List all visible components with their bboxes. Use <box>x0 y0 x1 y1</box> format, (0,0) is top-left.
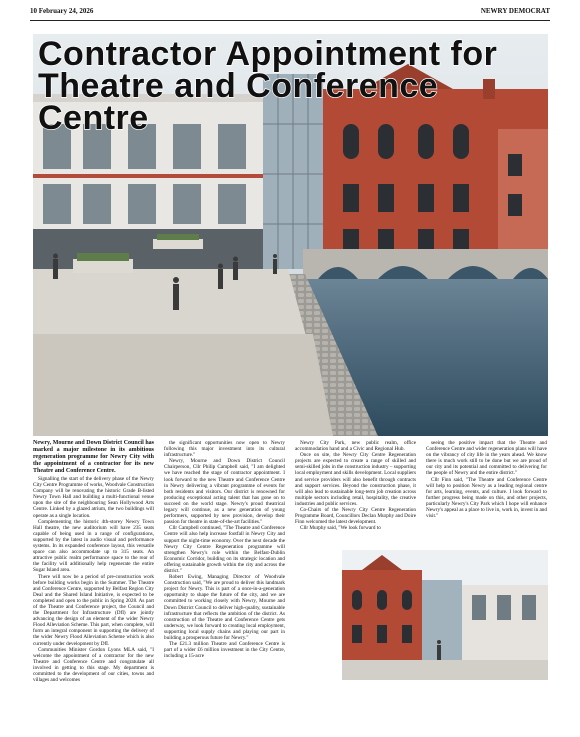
paragraph: The £21.3 million Theatre and Conference Centre is part of a wider £6 million investment in the City Centre, including a 15-acre <box>164 641 285 660</box>
headline: Contractor Appointment for Theatre and Conference Centre <box>38 35 498 137</box>
paragraph: Cllr Campbell continued, "The Theatre and Conference Centre will also help increase footfall in Newry City and support the night-time economy. Over the next decade the Newry City Centre Regeneration programme will strengthen Newry's role within the Belfast-Dublin Economic Corridor, building on its strategic location and offering sustainable growth within the city and across the district." <box>164 525 285 574</box>
paragraph: Once on site, the Newry City Centre Regeneration projects are expected to create a range of skilled and semi-skilled jobs in the construction industry – supporting local employment and skills development. Local suppliers and service providers will also benefit through contracts and support services. Beyond the construction phase, it will also lead to sustainable long-term job creation across multiple sectors including retail, hospitality, the creative industries and public services. <box>295 452 416 507</box>
paragraph: Newry City Park, new public realm, office accommodation hand and a Civic and Regional Hub. <box>295 440 416 453</box>
paragraph: There will now be a period of pre-construction work before building works begin in the Summer. The Theatre and Conference Centre, supported by Belfast Region City Deal and the Shared Island Initiative, is expected to be completed and open to the public in Spring 2028. As part of the Theatre and Conference project, the Council and the Department for Infrastructure (DfI) are jointly advancing the design of an element of the wider Newry Flood Alleviation Scheme. This part, when complete, will form an integral component in supporting the delivery of the wider Newry Flood Alleviation Scheme which is also currently under development by DfI. <box>33 573 154 647</box>
article-column-2 <box>164 440 285 659</box>
article-column-1 <box>33 440 154 683</box>
header-rule <box>30 20 550 21</box>
page-header <box>30 7 550 19</box>
paragraph: Robert Ewing, Managing Director of Woodvale Construction said, "We are proud to deliver this landmark project for Newry. This is part of a once-in-a-generation opportunity to shape the future of the city, and we are committed to working closely with Newry, Mourne and Down District Council to deliver high-quality, sustainable infrastructure that reflects the ambition of the district. As construction of the Theatre and Conference Centre gets underway, we look forward to creating local employment, supporting local supply chains and playing our part in building a prosperous future for Newry." <box>164 574 285 641</box>
paragraph: seeing the positive impact that the Theatre and Conference Centre and wider regeneration plans will have on the vibrancy of city life in the years ahead. We know there is much work still to be done but we are proud of our city and its potential and committed to delivering for the people of Newry and the entire district." <box>426 440 547 477</box>
article-column-4 <box>426 440 547 519</box>
paragraph: the significant opportunities now open to Newry following this major investment into its cultural infrastructure." <box>164 440 285 459</box>
paragraph: Newry, Mourne and Down District Council Chairperson, Cllr Philip Campbell said, "I am delighted we have reached the stage of contractor appointment. I look forward to the new Theatre and Conference Centre in Newry delivering a vibrant programme of events for both residents and visitors. Our district is renowned for producing exceptional acting talent that has gone on to succeed on the world stage. Newry's proud theatrical legacy will continue, as a new generation of young performers, supported by new provision, develop their passion for theatre in state-of-the-art facilities." <box>164 458 285 526</box>
paragraph: Complementing the historic 4th-storey Newry Town Hall theatre, the new auditorium will have 235 seats capable of being used in a range of configurations, supported by the latest in audio visual and performance systems. In its expanded conference layout, this versatile space can also accommodate up to 315 seats. An attractive public realm performance space to the rear of the facility will additionally help regenerate the entire Sugar Island area. <box>33 518 154 574</box>
article-column-3 <box>295 440 416 531</box>
paragraph: Signalling the start of the delivery phase of the Newry City Centre Programme of works, Woodvale Construction Company will be renovating the historic Grade B-listed Newry Town Hall and building a multi-functional venue upon the site of the neighbouring Sean Hollywood Arts Centre. Linked by a glazed atrium, the two buildings will operate as a single location. <box>33 476 154 519</box>
paragraph: Cllr Murphy said, "We look forward to <box>300 525 381 532</box>
inset-illustration <box>342 550 548 680</box>
page-date: 10 February 24, 2026 <box>30 7 94 15</box>
inset-rendering <box>342 550 548 680</box>
paragraph: Communities Minister Gordon Lyons MLA said, "I welcome the appointment of a contractor for the new Theatre and Conference Centre and congratulate all involved in getting to this stage. My department is committed to the development of our cities, towns and villages and welcomes <box>33 646 154 684</box>
paper-name: NEWRY DEMOCRAT <box>480 7 550 15</box>
paragraph: Co-Chairs of the Newry City Centre Regeneration Programme Board, Councillors Declan Murphy and Doire Finn welcomed the latest development. <box>295 507 416 526</box>
paragraph: Cllr Finn said, "The Theatre and Conference Centre will help to position Newry as a leading regional centre for arts, learning, events, and culture. I look forward to further progress being made on this, and other projects, particularly Newry's City Park which I hope will enhance Newry's appeal as a place to live in, work in, invest in and visit." <box>426 476 547 520</box>
article-lead: Newry, Mourne and Down District Council has marked a major milestone in its ambitious regeneration programme for Newry City with the appointment of a contractor for its new Theatre and Conference Centre. <box>33 440 154 474</box>
